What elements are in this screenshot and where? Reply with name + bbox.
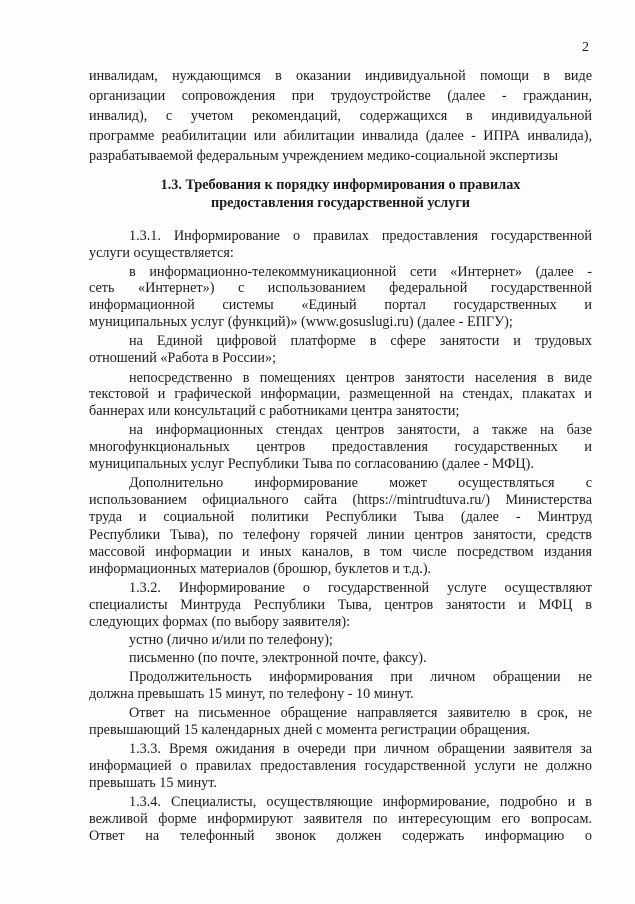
text-line: вежливой форме информируют заявителя по интересующим его вопросам. <box>89 811 592 827</box>
text-line: баннерах или консультаций с работниками центра занятости; <box>89 403 460 419</box>
section-heading-line: предоставления государственной услуги <box>211 195 470 211</box>
section-heading-line: 1.3. Требования к порядку информирования о правилах <box>160 177 521 193</box>
text-line: отношений «Работа в России»; <box>89 350 277 366</box>
text-line: Ответ на письменное обращение направляется заявителю в срок, не <box>129 705 592 721</box>
text-line: Республики Тыва), по телефону горячей линии центров занятости, средств <box>89 527 592 543</box>
text-line: многофункциональных центров предоставления государственных и <box>89 439 592 455</box>
text-line: услуги осуществляется: <box>89 245 234 261</box>
text-line: инвалидам, нуждающимся в оказании индивидуальной помощи в виде <box>89 68 592 84</box>
text-line: на информационных стендах центров занятости, а также на базе <box>129 422 592 438</box>
text-line: информационных материалов (брошюр, буклетов и т.д.). <box>89 561 432 577</box>
text-line: устно (лично и/или по телефону); <box>129 632 333 648</box>
text-line: превышающий 15 календарных дней с момента регистрации обращения. <box>89 722 531 738</box>
text-line: 1.3.2. Информирование о государственной услуге осуществляют <box>129 580 592 596</box>
text-line: труда и социальной политики Республики Тыва (далее - Минтруд <box>89 509 592 525</box>
text-line: организации сопровождения при трудоустройстве (далее - гражданин, <box>89 88 592 104</box>
text-line: массовой информации и иных каналов, в том числе посредством издания <box>89 544 592 560</box>
text-line: 1.3.3. Время ожидания в очереди при личном обращении заявителя за <box>129 741 592 757</box>
text-line: муниципальных услуг Республики Тыва по согласованию (далее - МФЦ). <box>89 456 534 472</box>
text-line: письменно (по почте, электронной почте, факсу). <box>129 650 427 666</box>
text-line: текстовой и графической информации, размещенной на стендах, плакатах и <box>89 386 592 402</box>
text-line: программе реабилитации или абилитации инвалида (далее - ИПРА инвалида), <box>89 128 592 144</box>
text-line: на Единой цифровой платформе в сфере занятости и трудовых <box>129 333 592 349</box>
text-line: разрабатываемой федеральным учреждением медико-социальной экспертизы <box>89 148 558 164</box>
text-line: следующих формах (по выбору заявителя): <box>89 614 351 630</box>
text-line: сеть «Интернет») с использованием федеральной государственной <box>89 280 592 296</box>
text-line: специалисты Минтруда Республики Тыва, центров занятости и МФЦ в <box>89 597 592 613</box>
text-line: Ответ на телефонный звонок должен содержать информацию о <box>89 828 592 844</box>
text-line: превышать 15 минут. <box>89 775 217 791</box>
text-line: информацией о правилах предоставления государственной услуги не должно <box>89 758 592 774</box>
text-line: 1.3.1. Информирование о правилах предоставления государственной <box>129 228 592 244</box>
text-line: непосредственно в помещениях центров занятости населения в виде <box>129 370 592 386</box>
text-line: в информационно-телекоммуникационной сети «Интернет» (далее - <box>129 264 592 280</box>
text-line: должна превышать 15 минут, по телефону - 10 минут. <box>89 686 414 702</box>
text-line: муниципальных услуг (функций)» (www.gosuslugi.ru) (далее - ЕПГУ); <box>89 314 513 330</box>
text-line: информационной системы «Единый портал государственных и <box>89 297 592 313</box>
text-line: использованием официального сайта (https://mintrudtuva.ru/) Министерства <box>89 492 592 508</box>
text-line: Продолжительность информирования при личном обращении не <box>129 669 592 685</box>
text-line: 1.3.4. Специалисты, осуществляющие информирование, подробно и в <box>129 794 592 810</box>
page-number: 2 <box>582 40 589 55</box>
text-line: инвалид), с учетом рекомендаций, содержащихся в индивидуальной <box>89 108 592 124</box>
text-line: Дополнительно информирование может осуществляться с <box>129 475 592 491</box>
